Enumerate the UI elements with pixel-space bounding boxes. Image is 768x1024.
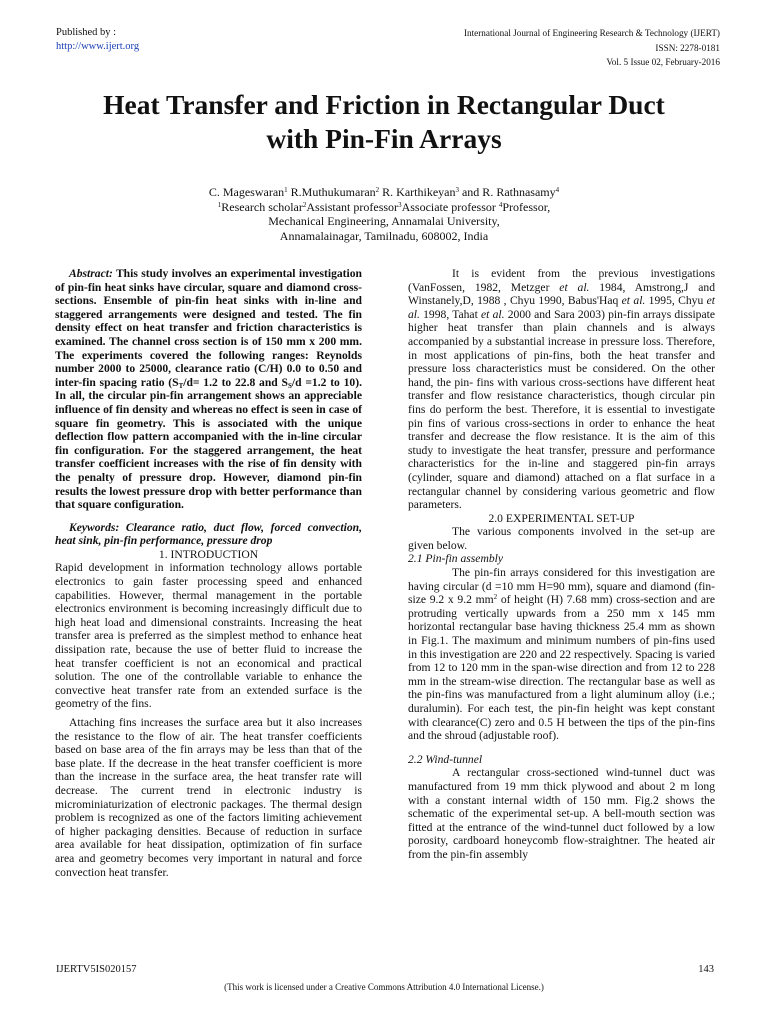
author-3-affiliation-mark: 3	[455, 186, 459, 195]
subsection-heading-pin-fin-assembly: 2.1 Pin-fin assembly	[408, 552, 503, 566]
paper-title	[40, 88, 728, 156]
abstract-subscript-t: T	[178, 381, 184, 390]
author-1: C. Mageswaran	[208, 185, 285, 199]
pin-fin-text-1: The pin-fin arrays considered for this investigation are having circular (d =10 mm H=90 mm), square and diamond (fin-size 9.2 x 9.2 mm	[408, 566, 715, 607]
section-heading-experimental-setup: 2.0 EXPERIMENTAL SET-UP	[488, 511, 635, 525]
abstract-text-part-2: /d= 1.2 to 22.8 and S	[183, 375, 288, 389]
author-1-affiliation-mark: 1	[284, 186, 288, 195]
author-names	[60, 185, 708, 200]
role-3: Associate professor	[401, 199, 499, 214]
role-4-mark: 4	[498, 200, 503, 209]
author-2: R.Muthukumaran	[287, 185, 376, 199]
squared-superscript: 2	[493, 593, 498, 602]
role-3-mark: 3	[398, 200, 402, 209]
subsection-heading-wind-tunnel: 2.2 Wind-tunnel	[408, 752, 483, 766]
literature-text-1: It is evident from the previous investigations (VanFossen, 1982, Metzger	[408, 267, 715, 294]
title-line-1: Heat Transfer and Friction in Rectangular Duct	[103, 89, 665, 120]
right-column	[408, 267, 715, 862]
journal-info-block	[464, 26, 720, 70]
introduction-paragraph-1: Rapid development in information technology allows portable electronics to gain faster processing speed and enhanced capabilities. However, thermal management in the portable electronics environment is becoming increasingly difficult due to high heat load and dimensional constraints. Increasing the heat transfer area is preferred as the simplest method to enhance heat dissipation rate, because the use of better fluid to increase the heat transfer coefficient is not an economical and practical solution. The one of the controllable variable to enhance the convective heat transfer rate from an extended surface is the geometry of the fins.	[55, 561, 362, 711]
author-roles	[60, 200, 708, 215]
literature-text-5: 2000 and Sara 2003) pin-fin arrays dissipate higher heat transfer than plain channels and is always accompanied by a substantial increase in pressure loss. Therefore, in most applications of pin-fins, both the heat transfer and pressure loss characteristics must be considered. On the other hand, the pin- fins with various cross-sections have different heat transfer and flow resistance characteristics, though circular pin fins do perform the best. Therefore, it is essential to investigate pin fins of various cross-sections in order to enhance the heat transfer and decrease the flow resistance. It is the aim of this study to investigate the heat transfer, pressure and performance characteristics for the in-line and staggered pin-fin arrays (cylinder, square and diamond) attached on a flat surface in a rectangular channel by considering various geometric and flow parameters.	[408, 307, 715, 512]
author-3: R. Karthikeyan	[379, 185, 456, 199]
role-4: Professor,	[502, 199, 551, 214]
license-notice: (This work is licensed under a Creative Commons Attribution 4.0 International License.)	[224, 982, 544, 992]
author-2-affiliation-mark: 2	[375, 186, 380, 195]
literature-text-2: 1984, Amstrong,J and Winstanely,D, 1988 , Chyu 1990, Babus'Haq	[408, 280, 715, 308]
affiliation-address: Annamalainagar, Tamilnadu, 608002, India	[279, 228, 489, 243]
keywords: Keywords: Clearance ratio, duct flow, forced convection, heat sink, pin-fin performance, pressure drop	[55, 520, 362, 548]
role-2-mark: 2	[302, 200, 307, 209]
et-al-citation: et al.	[408, 294, 716, 321]
affiliation-department: Mechanical Engineering, Annamalai University,	[268, 214, 500, 229]
role-2: Assistant professor	[306, 199, 399, 214]
introduction-paragraph-2: Attaching fins increases the surface area but it also increases the resistance to the flow of air. The heat transfer coefficients based on base area of the fin arrays may be less than that of the base plate. If the decrease in the heat transfer coefficient is more than the increase in the surface area, the heat transfer rate will decrease. The current trend in electronic industry is microminiaturization of electronic packages. The thermal design problem is recognized as one of the factors limiting achievement of higher packaging densities. Because of reduction in surface area available for heat dissipation, optimization of fin surface area and geometry becomes very important in natural and force convection heat transfer.	[55, 716, 362, 879]
journal-url-link[interactable]: http://www.ijert.org	[56, 41, 140, 52]
role-1-mark: 1	[217, 200, 222, 209]
volume-issue: Vol. 5 Issue 02, February-2016	[606, 57, 720, 67]
pin-fin-text-2: of height (H) 7.68 mm) cross-section and are protruding vertically upwards from a 250 mm x 145 mm horizontal rectangular base having thickness 25.4 mm as shown in Fig.1. The maximum and minimum numbers of pin-fins used in this investigation are 220 and 22 respectively. Spacing is varied from 12 to 120 mm in the span-wise direction and from 12 to 228 mm in the stream-wise direction. The rectangular base as well as the pin-fins was manufactured from a light aluminum alloy (i.e.; duralumin). For each test, the pin-fin height was kept constant with clearance(C) zero and 0.5 H between the tips of the pin-fins and the shroud (adjustable roof).	[408, 593, 716, 743]
journal-name: International Journal of Engineering Research & Technology (IJERT)	[463, 28, 720, 38]
author-block	[60, 185, 708, 243]
abstract-text-part-1: This study involves an experimental investigation of pin-fin heat sinks have circular, square and diamond cross-sections. Ensemble of pin-fin heat sinks with in-line and staggered arrangements were designed and tested. The fin density effect on heat transfer and friction characteristics is examined. The channel cross section is of 150 mm x 200 mm. The experiments covered the following ranges: Reynolds number 2000 to 25000, clearance ratio (C/H) 0.0 to 0.50 and inter-fin spacing ratio (S	[55, 267, 362, 389]
abstract-subscript-s: S	[287, 381, 292, 390]
section-heading-introduction: 1. INTRODUCTION	[158, 547, 259, 561]
paper-id: IJERTV5IS020157	[56, 964, 137, 975]
page-number: 143	[698, 964, 714, 975]
literature-text-3: 1995, Chyu	[645, 294, 707, 308]
et-al-citation: et al.	[621, 294, 646, 308]
setup-intro-paragraph: The various components involved in the set-up are given below.	[408, 525, 715, 552]
literature-text-4: 1998, Tahat	[419, 307, 482, 321]
issn-number: ISSN: 2278-0181	[655, 42, 720, 53]
published-by-label: Published by :	[56, 27, 117, 38]
role-1: Research scholar	[221, 199, 303, 214]
wind-tunnel-paragraph: A rectangular cross-sectioned wind-tunnel duct was manufactured from 19 mm thick plywood and about 2 m long with a constant internal width of 150 mm. Fig.2 shows the schematic of the experimental set-up. A bell-mouth section was fitted at the entrance of the wind-tunnel duct followed by a low porosity, cardboard honeycomb flow-straightner. The heated air from the pin-fin assembly	[408, 766, 715, 861]
author-4-affiliation-mark: 4	[555, 186, 560, 195]
et-al-citation: et al.	[559, 280, 590, 294]
pin-fin-assembly-paragraph	[408, 566, 715, 743]
left-column	[55, 267, 362, 879]
abstract-label: Abstract:	[69, 267, 113, 280]
author-4: and R. Rathnasamy	[458, 185, 556, 199]
et-al-citation: et al.	[481, 307, 505, 321]
abstract-text-part-3: /d =1.2 to 10). In all, the circular pin-fin arrangement shows an appreciable influence of fin density and whereas no effect is seen in case of square fin geometry. This is associated with the unique deflection flow pattern accompanied with the in-line circular fin configuration. For the staggered arrangement, the heat transfer coefficient increases with the rise of fin density with the penalty of pressure drop. However, diamond pin-fin results the lowest pressure drop with better performance than that square configuration.	[55, 375, 362, 512]
literature-paragraph	[408, 267, 715, 512]
title-line-2: with Pin-Fin Arrays	[266, 123, 502, 154]
publisher-block	[56, 26, 139, 54]
abstract	[55, 267, 362, 512]
